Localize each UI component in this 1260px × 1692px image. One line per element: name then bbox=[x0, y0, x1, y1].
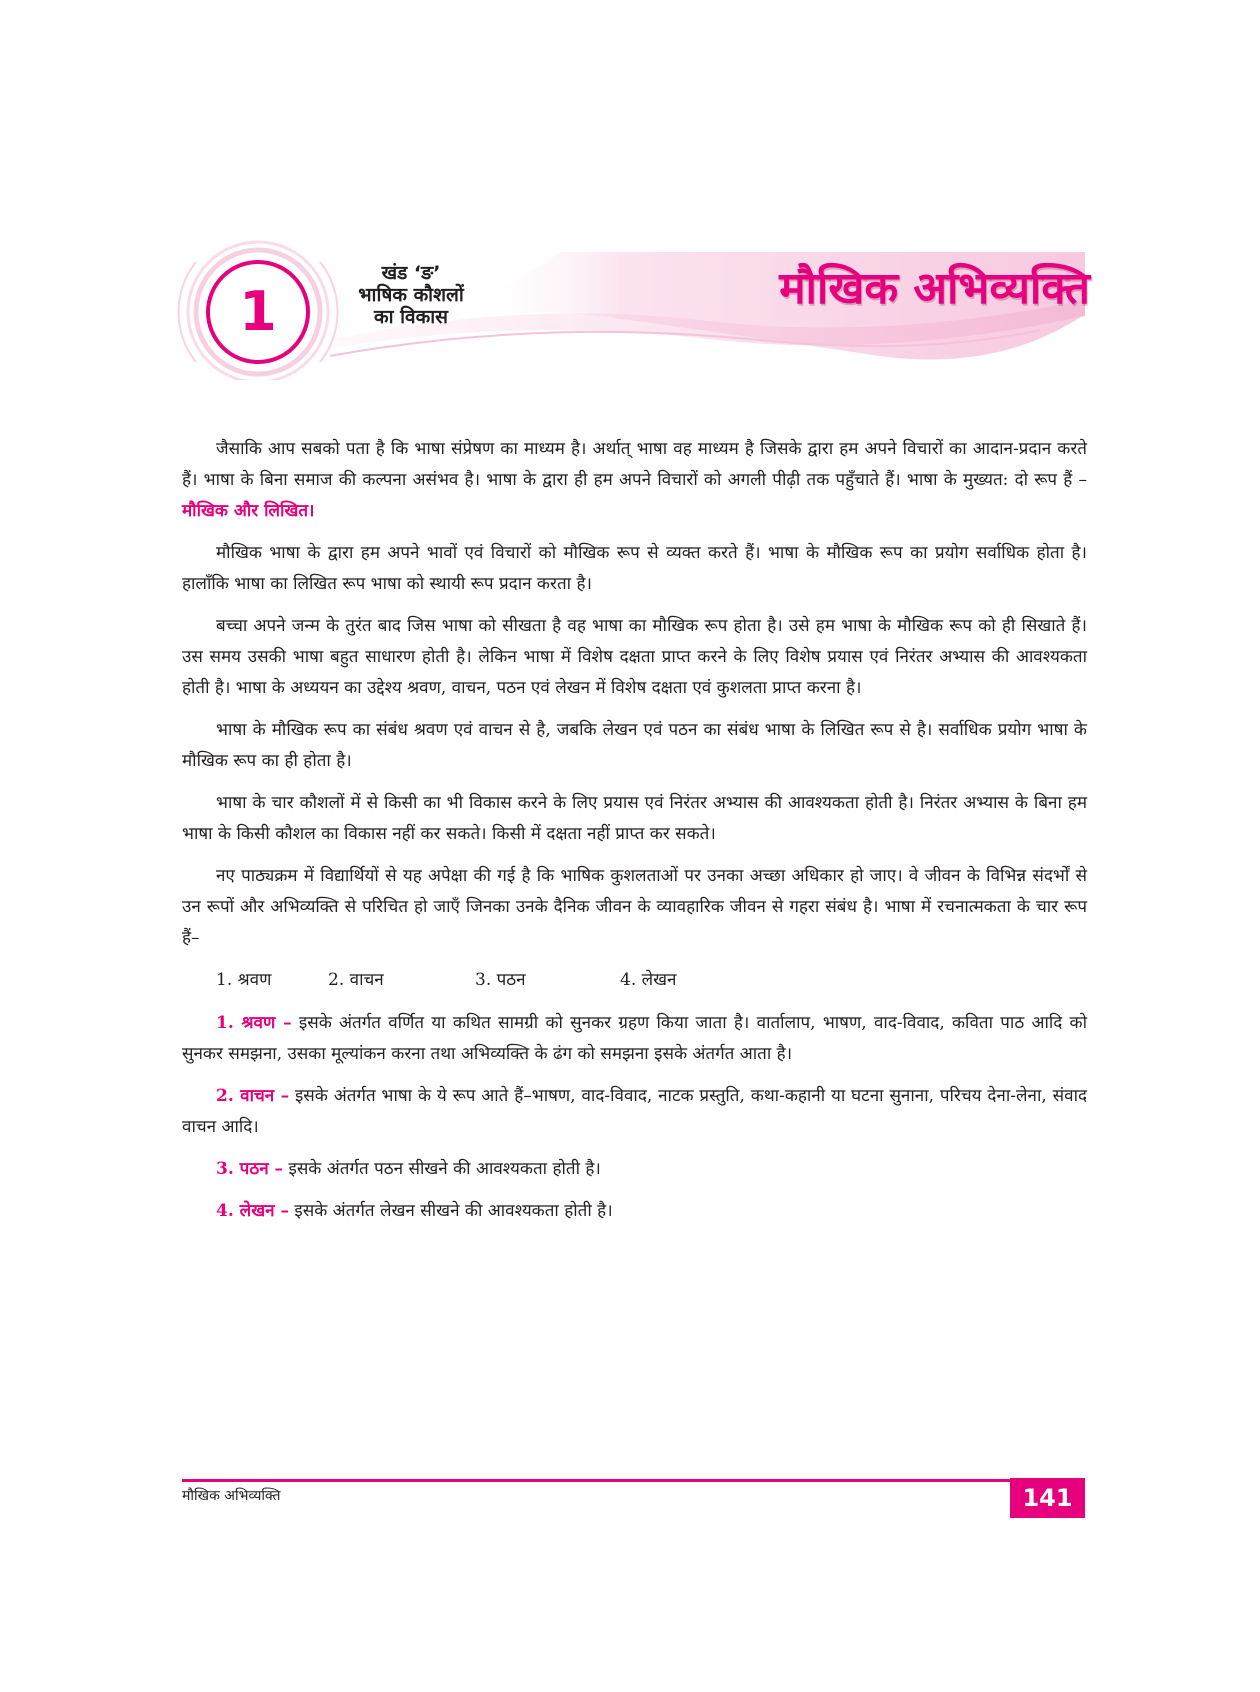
paragraph-text: जैसाकि आप सबको पता है कि भाषा संप्रेषण का माध्यम है। अर्थात् भाषा वह माध्यम है जिसके द्वारा हम अपने विचारों का आदान-प्रदान करते हैं। भाषा के बिना समाज की कल्पना असंभव है। भाषा के द्वारा ही हम अपने विचारों को अगली पीढ़ी तक पहुँचाते हैं। भाषा के मुख्यत: दो रूप हैं – bbox=[182, 439, 1087, 490]
skill-term: 2. वाचन – bbox=[216, 1086, 290, 1106]
skill-detail-pathan bbox=[182, 1154, 1087, 1185]
section-label bbox=[336, 262, 486, 328]
skills-list-item: 4. लेखन bbox=[620, 970, 677, 990]
skills-list-item: 3. पठन bbox=[475, 970, 526, 990]
skill-detail-lekhan bbox=[182, 1196, 1087, 1227]
paragraph bbox=[182, 434, 1087, 527]
section-label-line: का विकास bbox=[374, 306, 448, 328]
skill-text: इसके अंतर्गत पठन सीखने की आवश्यकता होती है। bbox=[283, 1159, 601, 1179]
footer-chapter-label: मौखिक अभिव्यक्ति bbox=[182, 1488, 281, 1504]
chapter-header bbox=[0, 0, 1260, 380]
section-label-line: भाषिक कौशलों bbox=[358, 284, 464, 306]
skill-text: इसके अंतर्गत लेखन सीखने की आवश्यकता होती है। bbox=[288, 1201, 613, 1221]
skill-term: 3. पठन – bbox=[216, 1159, 284, 1179]
skills-list bbox=[216, 965, 1087, 996]
skill-detail-vachan bbox=[182, 1081, 1087, 1143]
skill-detail-shravan bbox=[182, 1008, 1087, 1070]
footer-divider bbox=[182, 1479, 1082, 1482]
paragraph: मौखिक भाषा के द्वारा हम अपने भावों एवं विचारों को मौखिक रूप से व्यक्त करते हैं। भाषा के मौखिक रूप का प्रयोग सर्वाधिक होता है। हालाँकि भाषा का लिखित रूप भाषा को स्थायी रूप प्रदान करता है। bbox=[182, 543, 1087, 594]
main-content bbox=[182, 434, 1087, 1238]
highlight-text: मौखिक और लिखित। bbox=[182, 501, 315, 521]
page-number: 141 bbox=[1010, 1478, 1085, 1518]
section-label-line: खंड ‘ङ’ bbox=[381, 262, 441, 284]
paragraph: भाषा के मौखिक रूप का संबंध श्रवण एवं वाचन से है, जबकि लेखन एवं पठन का संबंध भाषा के लिखित रूप से है। सर्वाधिक प्रयोग भाषा के मौखिक रूप का ही होता है। bbox=[182, 720, 1087, 771]
paragraph: बच्चा अपने जन्म के तुरंत बाद जिस भाषा को सीखता है वह भाषा का मौखिक रूप होता है। उसे हम भाषा के मौखिक रूप को ही सिखाते हैं। उस समय उसकी भाषा बहुत साधारण होती है। लेकिन भाषा में विशेष दक्षता प्राप्त करने के लिए विशेष प्रयास एवं निरंतर अभ्यास की आवश्यकता होती है। भाषा के अध्ययन का उद्देश्य श्रवण, वाचन, पठन एवं लेखन में विशेष दक्षता एवं कुशलता प्राप्त करना है। bbox=[182, 616, 1087, 698]
paragraph: भाषा के चार कौशलों में से किसी का भी विकास करने के लिए प्रयास एवं निरंतर अभ्यास की आवश्यकता होती है। निरंतर अभ्यास के बिना हम भाषा के किसी कौशल का विकास नहीं कर सकते। किसी में दक्षता नहीं प्राप्त कर सकते। bbox=[182, 793, 1087, 844]
header-decoration bbox=[0, 0, 1260, 380]
chapter-number-badge: 1 bbox=[239, 280, 277, 343]
skills-list-item: 1. श्रवण bbox=[216, 970, 272, 990]
skill-term: 4. लेखन – bbox=[216, 1201, 289, 1221]
skill-term: 1. श्रवण – bbox=[216, 1013, 292, 1033]
skill-text: इसके अंतर्गत वर्णित या कथित सामग्री को सुनकर ग्रहण किया जाता है। वार्तालाप, भाषण, वाद-विवाद, कविता पाठ आदि को सुनकर समझना, उसका मूल्यांकन करना तथा अभिव्यक्ति के ढंग को समझना इसके अंतर्गत आता है। bbox=[182, 1013, 1087, 1064]
chapter-title: मौखिक अभिव्यक्ति bbox=[779, 263, 1090, 314]
skills-list-item: 2. वाचन bbox=[328, 970, 384, 990]
skill-text: इसके अंतर्गत भाषा के ये रूप आते हैं–भाषण, वाद-विवाद, नाटक प्रस्तुति, कथा-कहानी या घटना सुनाना, परिचय देना-लेना, संवाद वाचन आदि। bbox=[182, 1086, 1088, 1137]
paragraph: नए पाठ्यक्रम में विद्यार्थियों से यह अपेक्षा की गई है कि भाषिक कुशलताओं पर उनका अच्छा अधिकार हो जाए। वे जीवन के विभिन्न संदर्भों से उन रूपों और अभिव्यक्ति से परिचित हो जाएँ जिनका उनके दैनिक जीवन के व्यावहारिक जीवन से गहरा संबंध है। भाषा में रचनात्मकता के चार रूप हैं– bbox=[182, 866, 1087, 948]
